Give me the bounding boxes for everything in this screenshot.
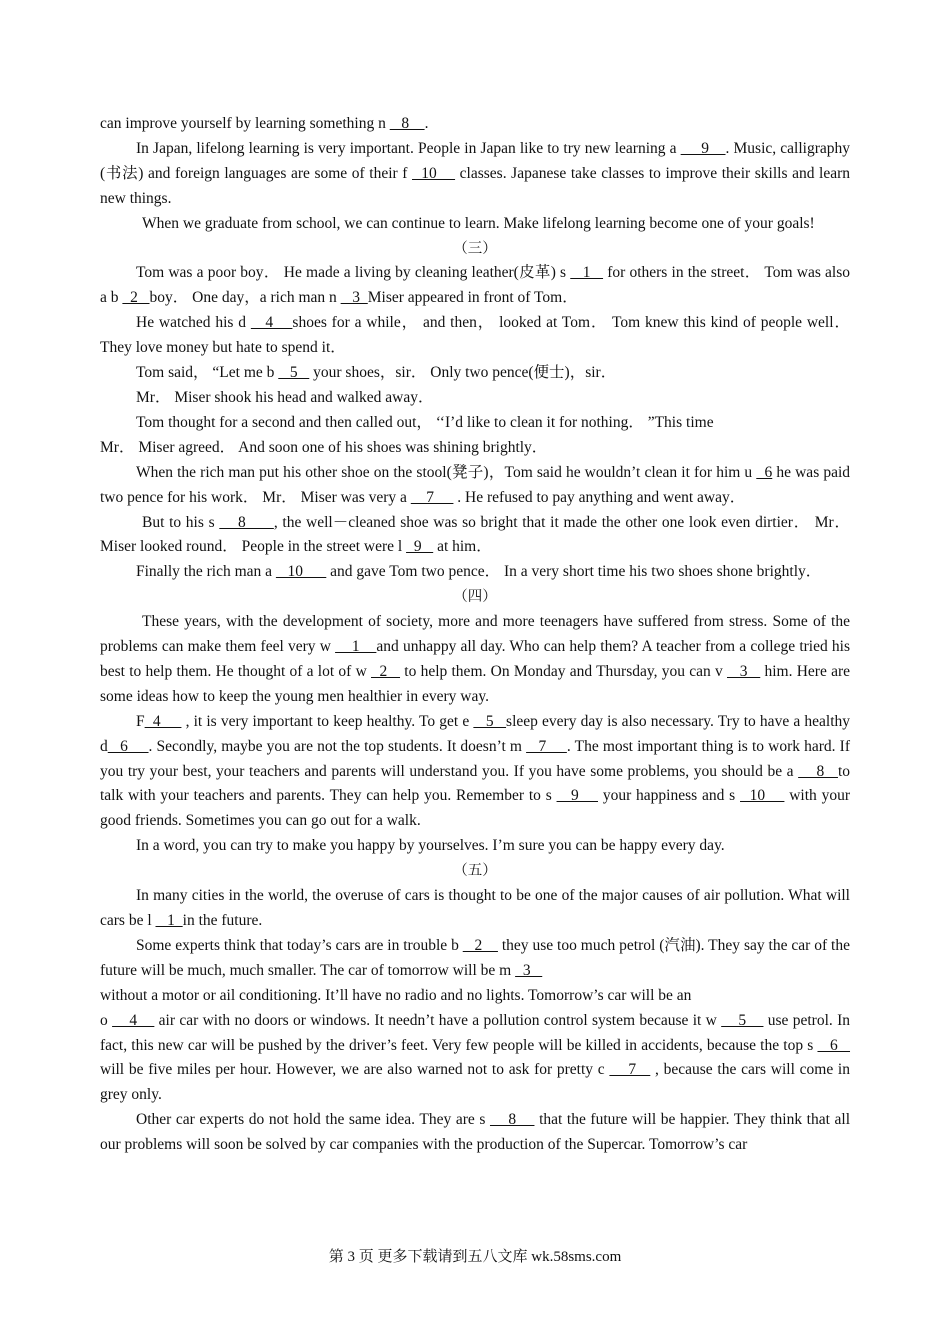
paragraph — [100, 436, 850, 461]
paragraph-text: （三） — [453, 240, 497, 257]
paragraph-text: . Secondly, maybe you are not the top students. It doesn’t m — [148, 737, 527, 755]
paragraph-text: for others in the street． Tom was also a b — [100, 264, 851, 307]
paragraph-text: and gave Tom two pence． In a very short time his two shoes shone brightly． — [326, 563, 822, 581]
paragraph-text: When the rich man put his other shoe on the stool(凳子)，Tom said he wouldn’t clean it for him u — [136, 463, 757, 481]
answer-blank: 3 — [727, 662, 761, 680]
paragraph — [100, 610, 850, 710]
answer-blank: 9 — [406, 538, 434, 556]
paragraph-text: air car with no doors or windows. It needn’t have a pollution control system because it w — [154, 1011, 722, 1029]
paragraph-text: to help them. On Monday and Thursday, you can v — [400, 662, 727, 680]
answer-blank: 5 — [278, 364, 310, 382]
paragraph — [100, 560, 850, 585]
paragraph — [100, 1108, 850, 1158]
paragraph-text: F — [136, 712, 145, 730]
answer-blank: 7 — [410, 488, 454, 506]
answer-blank: 1 — [155, 912, 183, 929]
paragraph-text: your shoes，sir． Only two pence(便士)，sir． — [309, 364, 617, 382]
paragraph-text: These years, with the development of society, more and more teenagers have suffered from stress. Some of the problems can make them feel very w — [100, 613, 850, 656]
paragraph-text: Mr． Miser shook his head and walked away． — [136, 388, 434, 406]
answer-blank: 4 — [144, 712, 182, 730]
paragraph-text: （五） — [453, 863, 497, 880]
paragraph-text: , the well－cleaned shoe was so bright that it made the other one look even dirtier． Mr． Miser looked round． People in the street were l — [100, 513, 850, 556]
paragraph — [100, 511, 850, 561]
paragraph — [100, 261, 850, 311]
paragraph-text: In many cities in the world, the overuse of cars is thought to be one of the major causes of air pollution. What will cars be l — [100, 887, 850, 929]
paragraph-text: they use too much petrol (汽油). They say the car of the future will be much, much smaller. The car of tomorrow will be m — [100, 936, 850, 979]
paragraph-text: can improve yourself by learning something n — [100, 115, 390, 132]
paragraph-text: Miser appeared in front of Tom． — [367, 289, 578, 307]
answer-blank: 4 — [250, 314, 293, 332]
paragraph — [100, 311, 850, 361]
paragraph-text: , because the cars will come in grey only. — [100, 1061, 850, 1104]
section-heading — [100, 859, 850, 884]
paragraph-text: When we graduate from school, we can continue to learn. Make lifelong learning become one of your goals! — [142, 214, 815, 232]
paragraph-text: your happiness and s — [598, 787, 741, 805]
paragraph-text: o — [100, 1011, 113, 1029]
paragraph-text: , it is very important to keep healthy. To get e — [181, 712, 474, 730]
paragraph-text: In Japan, lifelong learning is very important. People in Japan like to try new learning a — [136, 139, 681, 157]
paragraph — [100, 984, 850, 1009]
paragraph-text: classes. Japanese take classes to improve their skills and learn new things. — [100, 164, 851, 207]
paragraph-text: In a word, you can try to make you happy by yourselves. I’m sure you can be happy every day. — [136, 837, 725, 855]
answer-blank: 9 — [680, 139, 726, 157]
answer-blank: 9 — [556, 787, 598, 805]
answer-blank: 6 — [107, 737, 149, 755]
paragraph-text: and unhappy all day. Who can help them? A teacher from a college tried his best to help them. He thought of a lot of w — [100, 638, 851, 680]
answer-blank: 6 — [817, 1036, 851, 1054]
paragraph-text: him. Here are some ideas how to keep the young men healthier in every way. — [100, 662, 851, 705]
paragraph — [100, 461, 850, 511]
paragraph — [100, 361, 850, 386]
answer-blank: 5 — [721, 1011, 764, 1029]
paragraph-text: shoes for a while， and then， looked at Tom． Tom knew this kind of people well． They love money but hate to spend it． — [100, 314, 850, 357]
paragraph-text: will be five miles per hour. However, we are also warned not to ask for pretty c — [100, 1061, 610, 1079]
answer-blank: 10 — [412, 164, 456, 182]
paragraph-text: use petrol. In fact, this new car will be pushed by the driver’s feet. Very few people will be killed in accidents, because the top s — [100, 1011, 851, 1054]
answer-blank: 4 — [112, 1011, 155, 1029]
paragraph-text: at him． — [433, 538, 492, 556]
paragraph — [100, 386, 850, 411]
answer-blank: 8 — [489, 1111, 535, 1129]
paragraph-text: （四） — [453, 589, 497, 606]
answer-blank: 5 — [473, 712, 507, 730]
paragraph — [100, 710, 850, 835]
answer-blank: 8 — [219, 513, 274, 531]
paragraph-text: with your good friends. Sometimes you can go out for a walk. — [100, 787, 851, 830]
section-heading — [100, 585, 850, 610]
answer-blank: 6 — [756, 463, 773, 481]
paragraph — [100, 884, 850, 934]
paragraph-text: boy． One day，a rich man n — [149, 289, 341, 307]
paragraph-text: Mr． Miser agreed． And soon one of his shoes was shining brightly． — [100, 438, 548, 456]
answer-blank: 2 — [462, 936, 498, 954]
paragraph-text: Other car experts do not hold the same idea. They are s — [136, 1111, 490, 1129]
paragraph-text: without a motor or ail conditioning. It’ll have no radio and no lights. Tomorrow’s car will be an — [100, 986, 692, 1004]
paragraph-text: . — [424, 115, 429, 132]
paragraph — [100, 934, 850, 984]
answer-blank: 3 — [515, 961, 543, 979]
paragraph-text: to talk with your teachers and parents. They can help you. Remember to s — [100, 762, 851, 805]
paragraph-text: He watched his d — [136, 314, 251, 332]
page-footer: 第 3 页 更多下载请到五八文库 wk.58sms.com — [328, 1249, 622, 1265]
paragraph-text: he was paid two pence for his work． Mr． Miser was very a — [100, 463, 851, 506]
paragraph-text: Finally the rich man a — [136, 563, 276, 581]
answer-blank: 10 — [740, 787, 785, 805]
paragraph-text: in the future. — [182, 912, 263, 929]
paragraph-text: . He refused to pay anything and went away． — [453, 488, 746, 506]
document-body — [100, 112, 850, 1158]
answer-blank: 7 — [526, 737, 567, 755]
answer-blank: 8 — [389, 115, 425, 132]
answer-blank: 7 — [609, 1061, 651, 1079]
paragraph-text: Tom thought for a second and then called out， ‘‘I’d like to clean it for nothing． ”This time — [136, 413, 714, 431]
section-heading — [100, 237, 850, 262]
paragraph-text: Some experts think that today’s cars are in trouble b — [136, 936, 463, 954]
answer-blank: 2 — [371, 662, 401, 680]
paragraph-text: But to his s — [142, 513, 220, 531]
answer-blank: 1 — [335, 638, 377, 656]
answer-blank: 1 — [570, 264, 604, 282]
answer-blank: 10 — [275, 563, 327, 581]
answer-blank: 8 — [798, 762, 838, 780]
paragraph-text: . The most important thing is to work hard. If you try your best, your teachers and parents will understand you. If you have some problems, you should be a — [100, 737, 850, 780]
paragraph-text: that the future will be happier. They think that all our problems will soon be solved by car companies with the production of the Supercar. Tomorrow’s car — [100, 1111, 850, 1154]
paragraph — [100, 212, 850, 237]
answer-blank: 3 — [340, 289, 368, 307]
paragraph-text: . Music, calligraphy (书法) and foreign languages are some of their f — [100, 139, 850, 182]
paragraph — [100, 834, 850, 859]
paragraph — [100, 137, 850, 212]
answer-blank: 2 — [122, 289, 150, 307]
paragraph-text: Tom said， “Let me b — [136, 364, 279, 382]
paragraph — [100, 411, 850, 436]
paragraph — [100, 1009, 850, 1109]
paragraph — [100, 112, 850, 137]
paragraph-text: Tom was a poor boy． He made a living by cleaning leather(皮革) s — [136, 264, 571, 282]
paragraph-text: sleep every day is also necessary. Try to have a healthy d — [100, 712, 850, 755]
